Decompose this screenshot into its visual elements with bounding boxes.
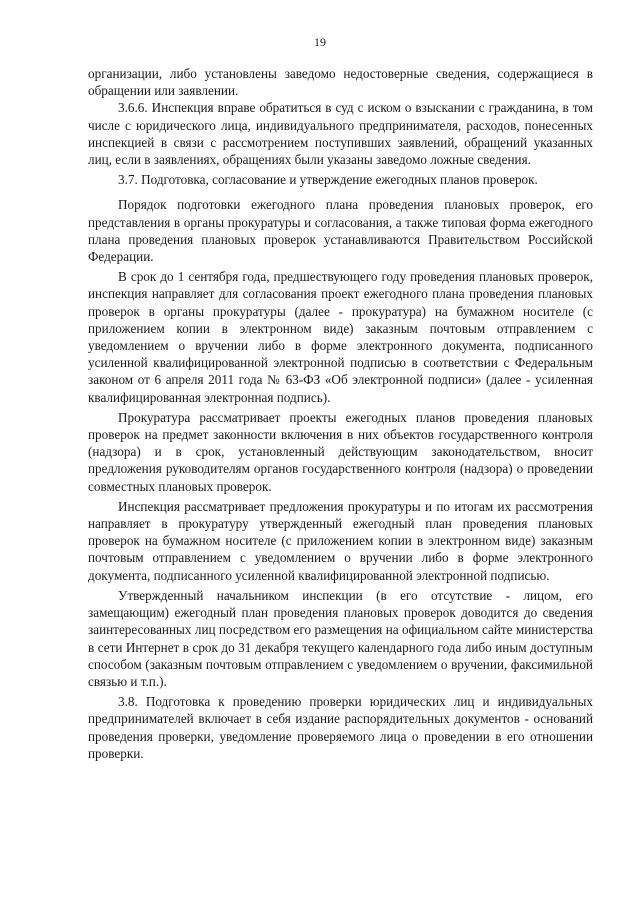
paragraph-3-6-6: 3.6.6. Инспекция вправе обратиться в суд с иском о взыскании с гражданина, в том числе с юридического лица, индивидуального предпринимателя, расходов, понесенных инспекцией в связи с рассмотрением поступивших заявлений, обращений указанных лиц, если в заявлениях, обращениях были указаны заведомо ложные сведения. xyxy=(88,100,593,168)
paragraph-inspection-review: Инспекция рассматривает предложения прокуратуры и по итогам их рассмотрения направляет в прокуратуру утвержденный ежегодный план проведения плановых проверок на бумажном носителе (с приложением копии в электронном виде) заказным почтовым отправлением с уведомлением о вручении либо в форме электронного документа, подписанного усиленной квалифицированной электронной подписью. xyxy=(88,498,593,583)
paragraph-plan-procedure: Порядок подготовки ежегодного плана проведения плановых проверок, его представления в органы прокуратуры и согласования, а также типовая форма ежегодного плана проведения плановых проверок устанавливаются Правительством Российской Федерации. xyxy=(88,197,593,265)
page-number: 19 xyxy=(314,35,326,49)
paragraph-september-deadline: В срок до 1 сентября года, предшествующего году проведения плановых проверок, инспекция направляет для согласования проект ежегодного плана проведения плановых проверок в органы прокуратуры (далее - прокуратура) на бумажном носителе (с приложением копии в электронном виде) заказным почтовым отправлением с уведомлением о вручении либо в форме электронного документа, подписанного усиленной квалифицированной электронной подписью в соответствии с Федеральным законом от 6 апреля 2011 года № 63-ФЗ «Об электронной подписи» (далее - усиленная квалифицированная электронная подпись). xyxy=(88,269,593,405)
paragraph-3-7-heading: 3.7. Подготовка, согласование и утверждение ежегодных планов проверок. xyxy=(118,172,538,188)
paragraph-prosecutor-review: Прокуратура рассматривает проекты ежегодных планов проведения плановых проверок на предмет законности включения в них объектов государственного контроля (надзора) и в срок, установленный действующим законодательством, вносит предложения руководителям органов государственного контроля (надзора) о проведении совместных плановых проверок. xyxy=(88,409,593,494)
paragraph-3-8: 3.8. Подготовка к проведению проверки юридических лиц и индивидуальных предпринимателей включает в себя издание распорядительных документов - оснований проведения проверки, уведомление проверяемого лица о проведении в его отношении проверки. xyxy=(88,694,593,761)
paragraph-approved-plan: Утвержденный начальником инспекции (в его отсутствие - лицом, его замещающим) ежегодный план проведения плановых проверок доводится до сведения заинтересованных лиц посредством его размещения на официальном сайте министерства в сети Интернет в срок до 31 декабря текущего календарного года либо иным доступным способом (заказным почтовым отправлением с уведомлением о вручении, факсимильной связью и т.п.). xyxy=(88,587,593,689)
paragraph-continuation: организации, либо установлены заведомо недостоверные сведения, содержащиеся в обращении или заявлении. xyxy=(88,66,593,99)
document-body xyxy=(88,65,593,762)
